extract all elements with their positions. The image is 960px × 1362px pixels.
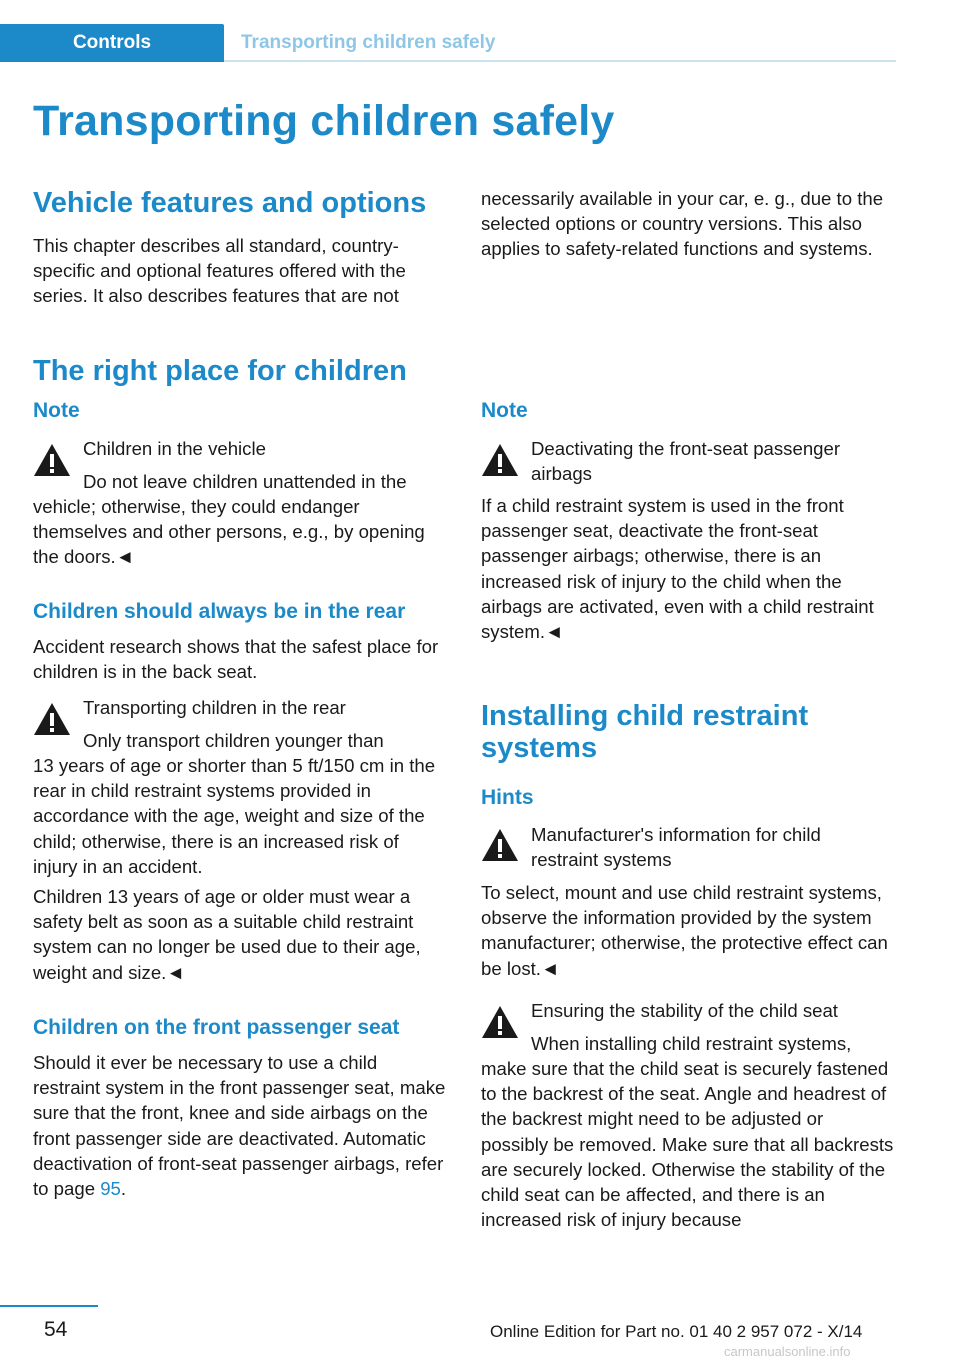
warning-title: Ensuring the stability of the child seat	[531, 1000, 838, 1021]
warning-title: Children in the vehicle	[83, 438, 266, 459]
chapter-tab[interactable]	[0, 24, 224, 62]
rear-body: Accident research shows that the safest place for children is in the back seat.	[33, 636, 439, 683]
warning-triangle-icon	[33, 443, 71, 477]
warning-body-cont: make sure that the child seat is securely fastened to the backrest of the seat. Angle and headrest of the backrest might need to be adjusted or possibly be removed. Make sure that all backrests are securely locked. Otherwise the stability of the child seat can be affected, and there is an increased risk of injury because	[481, 1058, 894, 1231]
page-number: 54	[44, 1318, 68, 1341]
chapter-label: Controls	[72, 32, 152, 53]
warning-body: When installing child restraint systems,	[531, 1033, 852, 1054]
warning-body: Only transport children younger than	[83, 730, 384, 751]
page-link[interactable]: 95	[100, 1178, 121, 1200]
warning-triangle-icon	[481, 828, 519, 862]
warning-body-cont: vehicle; otherwise, they could endanger themselves and other persons, e.g., by opening the doors.◄	[33, 496, 425, 568]
warning-triangle-icon	[481, 1005, 519, 1039]
front-heading: Children on the front passenger seat	[33, 1016, 400, 1039]
right-place-heading: The right place for children	[33, 355, 407, 387]
section-label: Transporting children safely	[241, 32, 496, 53]
front-body	[33, 1050, 448, 1201]
front-body-period: .	[120, 1178, 127, 1200]
edition-text: Online Edition for Part no. 01 40 2 957 072 - X/14	[490, 1322, 863, 1341]
hints-label: Hints	[481, 786, 534, 809]
warning-body-cont: 13 years of age or shorter than 5 ft/150 cm in the rear in child restraint systems provided in accordance with the age, weight and size of the child; otherwise, there is an increased risk of injury in an accident.	[33, 755, 436, 877]
warning-body: If a child restraint system is used in the front passenger seat, deactivate the front-seat passenger airbags; otherwise, there is an increased risk of injury to the child when the airbags are activated, even with a child restraint system.◄	[481, 495, 874, 643]
footer-divider	[0, 1305, 98, 1307]
vehicle-features-body: This chapter describes all standard, country-specific and optional features offered with the series. It also describes features that are not	[33, 235, 406, 307]
warning-body-2: Children 13 years of age or older must wear a safety belt as soon as a suitable child restraint system can no longer be used due to their age, weight and size.◄	[33, 886, 421, 983]
warning-triangle-icon	[481, 443, 519, 477]
note-label: Note	[481, 399, 528, 422]
warning-body: Do not leave children unattended in the	[83, 471, 407, 492]
warning-title: Manufacturer's information for child restraint systems	[531, 824, 821, 871]
warning-title: Transporting children in the rear	[83, 697, 346, 718]
vehicle-features-body-cont: necessarily available in your car, e. g., due to the selected options or country versions. This also applies to safety-related functions and systems.	[481, 188, 884, 260]
header-divider	[224, 60, 896, 62]
watermark: carmanualsonline.info	[724, 1344, 851, 1359]
vehicle-features-heading: Vehicle features and options	[33, 187, 427, 219]
warning-triangle-icon	[33, 702, 71, 736]
warning-body: To select, mount and use child restraint systems, observe the information provided by the system manufacturer; otherwise, the protective effect can be lost.◄	[481, 882, 888, 979]
rear-heading: Children should always be in the rear	[33, 600, 406, 623]
page-title: Transporting children safely	[33, 97, 615, 145]
installing-heading: Installing child restraint systems	[481, 700, 809, 764]
warning-title: Deactivating the front-seat passenger airbags	[531, 438, 841, 485]
front-body-text: Should it ever be necessary to use a child restraint system in the front passenger seat, make sure that the front, knee and side airbags on the front passenger side are deactivated. Automatic deactivation of front-seat passenger airbags, refer to page	[33, 1052, 446, 1200]
page-header	[0, 24, 960, 62]
note-label: Note	[33, 399, 80, 422]
